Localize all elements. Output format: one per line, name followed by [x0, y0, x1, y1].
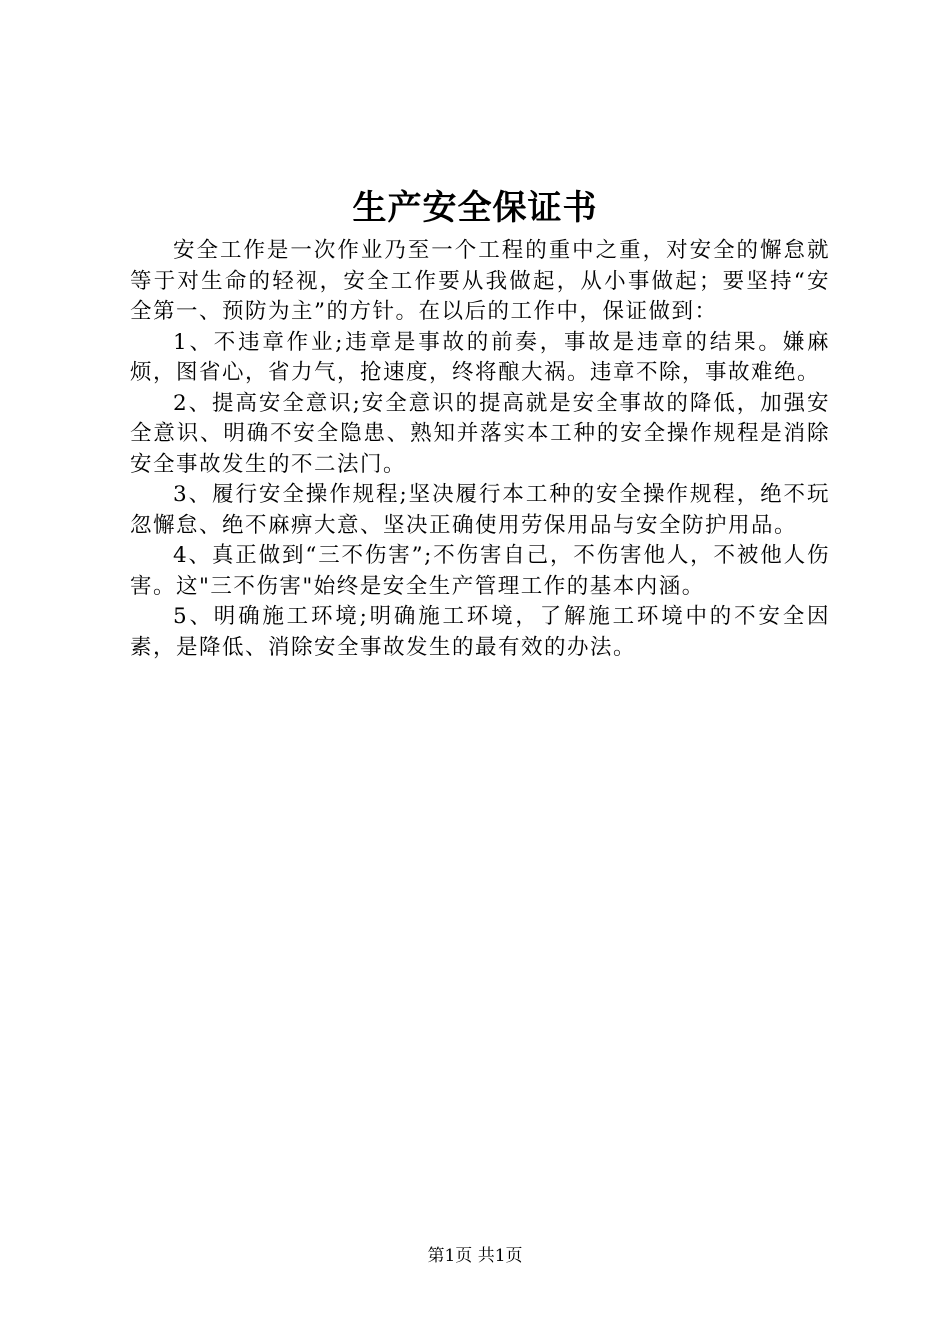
intro-paragraph: 安全工作是一次作业乃至一个工程的重中之重，对安全的懈怠就等于对生命的轻视，安全工作要从我做起，从小事做起；要坚持“安全第一、预防为主”的方针。在以后的工作中，保证做到：: [130, 238, 830, 324]
document-title: 生产安全保证书: [352, 188, 598, 228]
pledge-item-2: 2、提高安全意识;安全意识的提高就是安全事故的降低，加强安全意识、明确不安全隐患、熟知并落实本工种的安全操作规程是消除安全事故发生的不二法门。: [130, 390, 830, 477]
pledge-item-4: 4、真正做到“三不伤害”;不伤害自己，不伤害他人，不被他人伤害。这"三不伤害"始终是安全生产管理工作的基本内涵。: [130, 543, 830, 599]
pledge-item-5: 5、明确施工环境;明确施工环境，了解施工环境中的不安全因素，是降低、消除安全事故发生的最有效的办法。: [130, 604, 830, 660]
page-number-footer: 第1页 共1页: [427, 1246, 523, 1266]
document-body: [130, 236, 830, 663]
pledge-item-3: 3、履行安全操作规程;坚决履行本工种的安全操作规程，绝不玩忽懈怠、绝不麻痹大意、坚决正确使用劳保用品与安全防护用品。: [130, 482, 830, 538]
pledge-item-1: 1、不违章作业;违章是事故的前奏，事故是违章的结果。嫌麻烦，图省心，省力气，抢速度，终将酿大祸。违章不除，事故难绝。: [130, 329, 830, 385]
